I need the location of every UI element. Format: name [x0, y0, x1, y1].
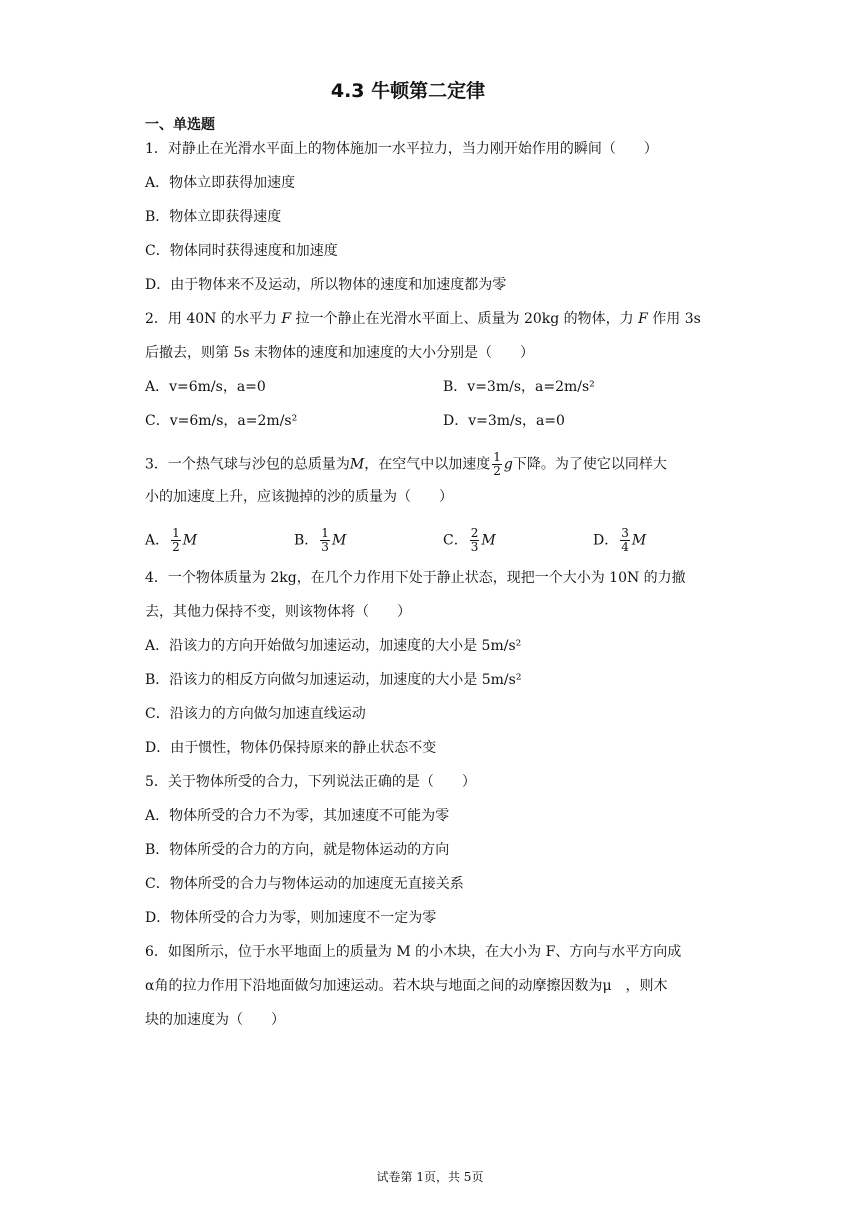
question-3-option-c: C． $\frac{2}{3}$ M: [443, 526, 496, 554]
question-1-stem: 1．对静止在光滑水平面上的物体施加一水平拉力，当力刚开始作用的瞬间（ ）: [145, 141, 658, 157]
question-1-option-d: D．由于物体来不及运动，所以物体的速度和加速度都为零: [145, 277, 507, 293]
question-2-option-a: A．v=6m/s，a=0: [145, 379, 266, 395]
question-4-option-a: A．沿该力的方向开始做匀加速运动，加速度的大小是 5m/s²: [145, 638, 522, 654]
question-5-option-b: B．物体所受的合力的方向，就是物体运动的方向: [145, 842, 450, 858]
question-1-option-c: C．物体同时获得速度和加速度: [145, 243, 338, 259]
question-1-option-a: A．物体立即获得加速度: [145, 175, 296, 191]
question-4-stem-line-2: 去，其他力保持不变，则该物体将（ ）: [145, 604, 411, 620]
page-title: 4.3 牛顿第二定律: [330, 80, 486, 102]
question-3-stem-line-2: 小的加速度上升，应该抛掉的沙的质量为（ ）: [145, 489, 453, 505]
question-4-option-d: D．由于惯性，物体仍保持原来的静止状态不变: [145, 740, 437, 756]
question-3-option-d: D． $\frac{3}{4}$ M: [593, 526, 647, 554]
question-5-option-d: D．物体所受的合力为零，则加速度不一定为零: [145, 910, 437, 926]
question-6-stem-line-1: 6．如图所示，位于水平地面上的质量为 M 的小木块，在大小为 F、方向与水平方向成: [145, 944, 682, 960]
page-footer: 试卷第 1页，共 5页: [376, 1170, 484, 1184]
question-3-option-b: B． $\frac{1}{3}$ M: [294, 526, 347, 554]
question-2-stem-line-1: 2．用 40N 的水平力 F 拉一个静止在光滑水平面上、质量为 20kg 的物体，力 F 作用 3s: [145, 311, 701, 327]
question-4-option-c: C．沿该力的方向做匀加速直线运动: [145, 706, 366, 722]
question-1-option-b: B．物体立即获得速度: [145, 209, 282, 225]
question-5-option-a: A．物体所受的合力不为零，其加速度不可能为零: [145, 808, 450, 824]
question-3-option-a: A． $\frac{1}{2}$ M: [145, 526, 198, 554]
fraction-one-half: $\frac{1}{2}$: [493, 450, 501, 478]
question-4-stem-line-1: 4．一个物体质量为 2kg，在几个力作用下处于静止状态，现把一个大小为 10N 的力撤: [145, 570, 686, 586]
question-6-stem-line-3: 块的加速度为（ ）: [145, 1012, 285, 1028]
question-2-option-b: B．v=3m/s，a=2m/s²: [443, 379, 595, 395]
question-4-option-b: B．沿该力的相反方向做匀加速运动，加速度的大小是 5m/s²: [145, 672, 522, 688]
question-2-stem-line-2: 后撤去，则第 5s 末物体的速度和加速度的大小分别是（ ）: [145, 345, 534, 361]
question-2-option-d: D．v=3m/s，a=0: [443, 413, 565, 429]
question-3-stem-line-1: 3．一个热气球与沙包的总质量为M，在空气中以加速度 $\frac{1}{2}$ g下降。为了使它以同样大: [145, 450, 667, 478]
question-5-stem: 5．关于物体所受的合力，下列说法正确的是（ ）: [145, 774, 476, 790]
question-6-stem-line-2: α角的拉力作用下沿地面做匀加速运动。若木块与地面之间的动摩擦因数为μ ，则木: [145, 978, 668, 994]
question-2-option-c: C．v=6m/s，a=2m/s²: [145, 413, 298, 429]
question-5-option-c: C．物体所受的合力与物体运动的加速度无直接关系: [145, 876, 464, 892]
section-heading: 一、单选题: [145, 117, 215, 133]
